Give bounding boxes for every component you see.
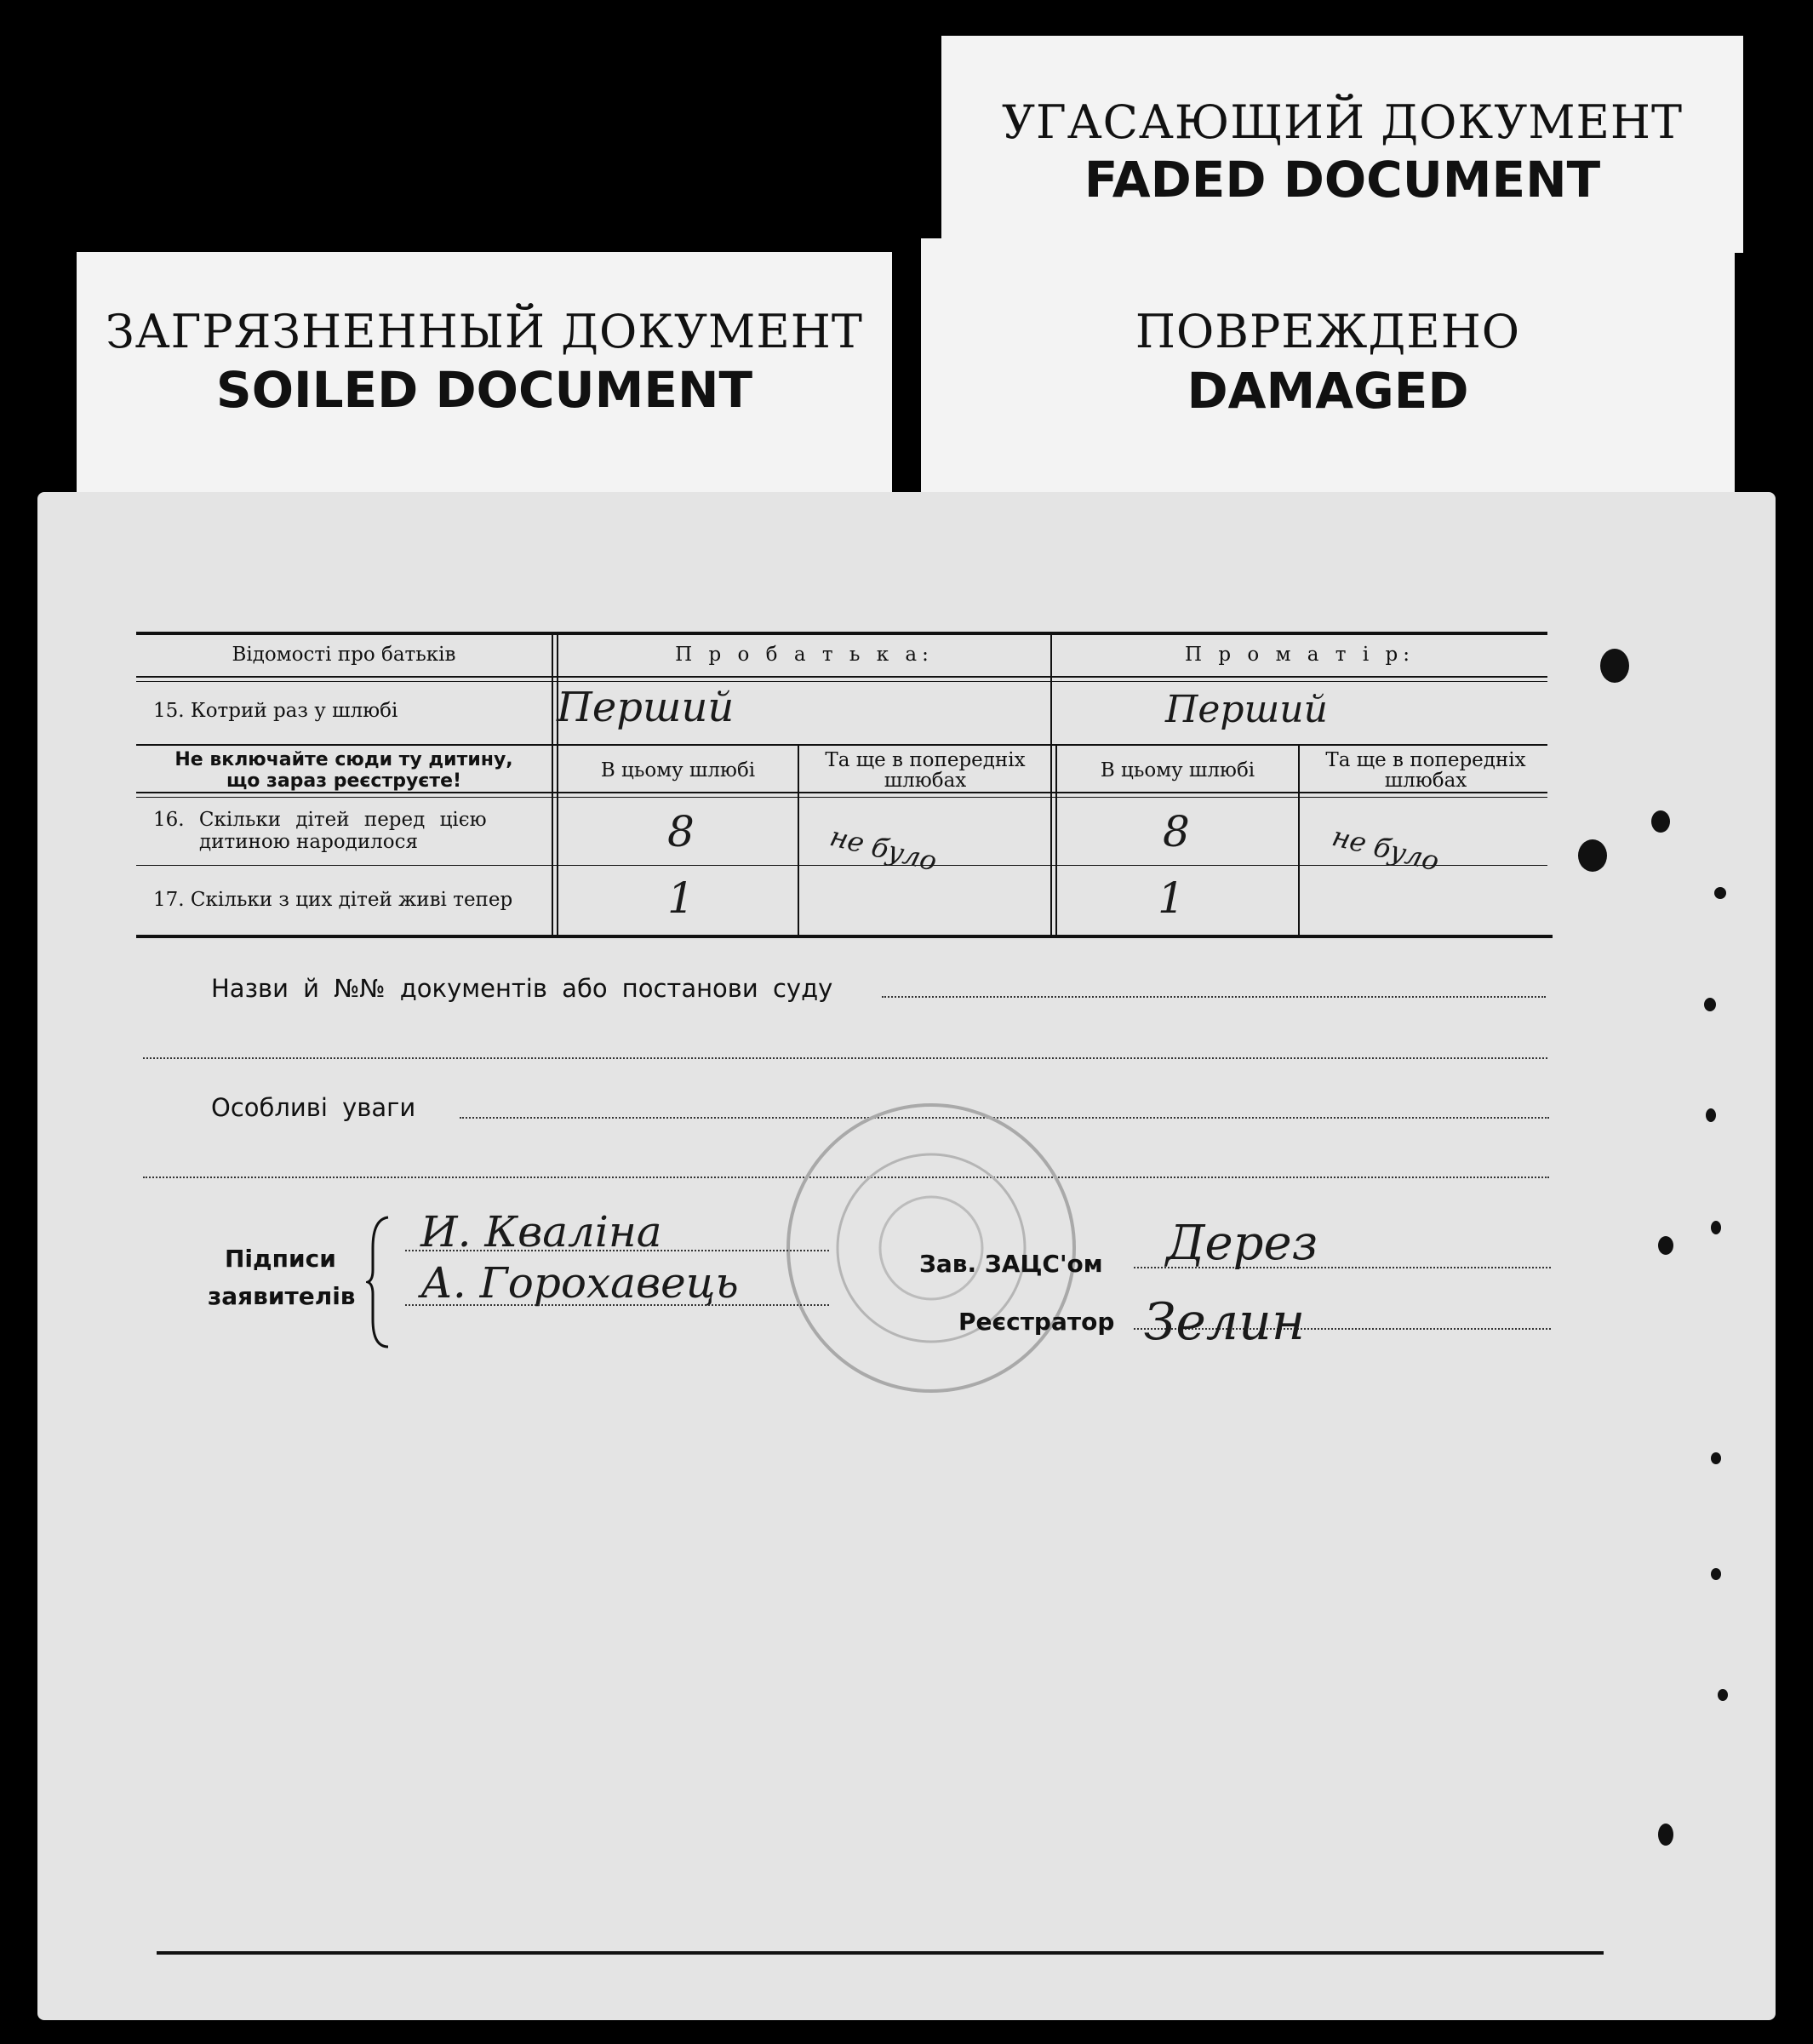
damaged-card-en-text: DAMAGED: [1187, 362, 1469, 420]
table-rule: [136, 676, 1547, 678]
punch-hole: [1718, 1689, 1728, 1701]
soiled-card-ru-text: ЗАГРЯЗНЕННЫЙ ДОКУМЕНТ: [106, 305, 863, 358]
punch-hole: [1658, 1236, 1673, 1255]
remarks-label: Особливі уваги: [211, 1093, 416, 1122]
mother-prev-header-line2: шлюбах: [1384, 770, 1467, 792]
documents-line: [882, 996, 1546, 998]
row16-label-line1: 16. Скільки дітей перед цією: [153, 809, 487, 831]
row15-label: 15. Котрий раз у шлюбі: [153, 700, 398, 722]
father-this-marriage-header: В цьому шлюбі: [600, 759, 756, 782]
mother-prev-header-line1: Та ще в попередніх: [1325, 749, 1526, 771]
punch-hole: [1704, 998, 1716, 1011]
mother-this-marriage-header: В цьому шлюбі: [1100, 759, 1255, 782]
table-col-rule: [557, 632, 558, 936]
signatures-label-line2: заявителів: [208, 1282, 356, 1310]
father-prev-header-line1: Та ще в попередніх: [825, 749, 1026, 771]
documents-label: Назви й №№ документів або постанови суду: [211, 974, 833, 1003]
faded-document-card: [941, 36, 1743, 253]
punch-hole: [1711, 1221, 1721, 1234]
table-rule: [136, 797, 1547, 798]
row15-mother-value: Перший: [1165, 688, 1328, 731]
faded-card-ru-text: УГАСАЮЩИЙ ДОКУМЕНТ: [1001, 95, 1684, 149]
head-signature: Дерез: [1166, 1216, 1318, 1271]
signature-line-1: [405, 1250, 829, 1251]
table-top-rule: [136, 632, 1547, 635]
mother-header: П р о м а т і р:: [1185, 644, 1415, 666]
row16-father-this: 8: [667, 807, 695, 856]
punch-hole: [1651, 810, 1670, 833]
row16-mother-prev: не було: [1329, 820, 1443, 878]
punch-hole: [1711, 1452, 1721, 1464]
row17-mother-this: 1: [1158, 873, 1185, 923]
applicant-signature-1: И. Кваліна: [420, 1207, 662, 1257]
table-rule: [136, 744, 1547, 746]
form-sheet: [37, 492, 1776, 2020]
punch-hole: [1711, 1568, 1721, 1580]
row16-label-line2: дитиною народилося: [199, 831, 419, 853]
documents-line-2: [143, 1057, 1547, 1059]
note-line2: що зараз реєструєте!: [226, 770, 462, 792]
official-stamp: [769, 1086, 1093, 1410]
punch-hole: [1714, 887, 1726, 899]
punch-hole: [1600, 649, 1629, 683]
row15-father-value: Перший: [557, 684, 735, 731]
soiled-document-card: [77, 252, 892, 499]
table-rule: [136, 865, 1547, 866]
punch-hole: [1658, 1824, 1673, 1846]
soiled-card-en-text: SOILED DOCUMENT: [215, 361, 753, 419]
table-header-label: Відомості про батьків: [232, 644, 456, 666]
signatures-brace: [366, 1214, 392, 1350]
faded-card-en-text: FADED DOCUMENT: [1084, 151, 1601, 209]
damaged-card-ru-text: ПОВРЕЖДЕНО: [1135, 305, 1521, 358]
page-bottom-rule: [157, 1951, 1604, 1955]
applicant-signature-2: А. Горохавець: [420, 1258, 739, 1308]
row17-father-this: 1: [667, 873, 695, 923]
head-label: Зав. ЗАЦС'ом: [919, 1250, 1103, 1278]
table-bottom-rule: [136, 935, 1553, 938]
signature-line-2: [405, 1304, 829, 1306]
registrar-label: Реєстратор: [958, 1308, 1115, 1336]
table-rule: [136, 681, 1547, 682]
note-line1: Не включайте сюди ту дитину,: [174, 749, 513, 770]
father-prev-header-line2: шлюбах: [884, 770, 967, 792]
signatures-label-line1: Підписи: [225, 1245, 336, 1273]
punch-hole: [1706, 1108, 1716, 1122]
father-header: П р о б а т ь к а:: [675, 644, 934, 666]
row16-mother-this: 8: [1163, 807, 1190, 856]
registrar-signature: Зелин: [1144, 1292, 1306, 1352]
row16-father-prev: не було: [826, 820, 941, 878]
punch-hole: [1578, 839, 1607, 872]
row17-label: 17. Скільки з цих дітей живі тепер: [153, 889, 513, 911]
damaged-document-card: [921, 238, 1735, 498]
